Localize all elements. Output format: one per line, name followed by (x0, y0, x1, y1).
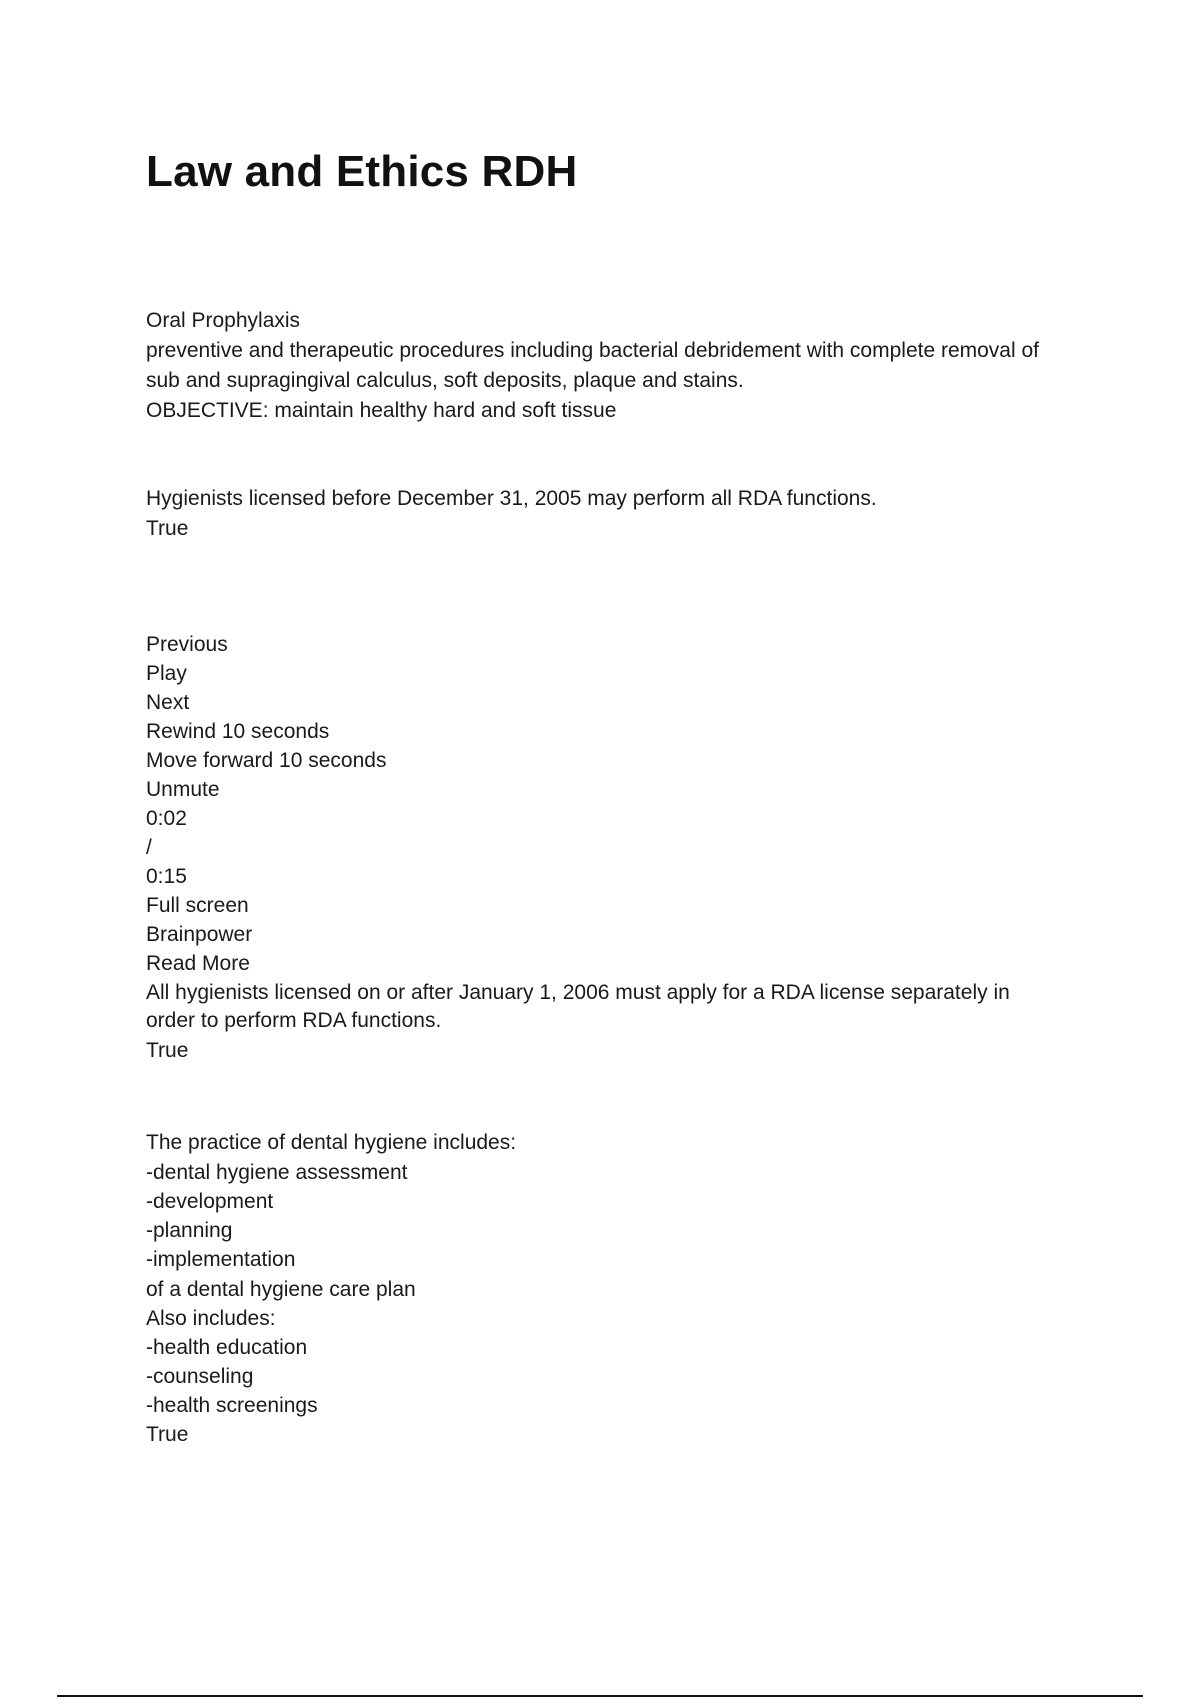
play-button[interactable]: Play (146, 662, 187, 685)
page-title: Law and Ethics RDH (146, 147, 578, 196)
care-plan-text: of a dental hygiene care plan (146, 1278, 416, 1301)
practice-intro: The practice of dental hygiene includes: (146, 1131, 517, 1154)
list-item: -development (146, 1190, 274, 1213)
list-item: -dental hygiene assessment (146, 1161, 408, 1184)
also-includes-label: Also includes: (146, 1307, 276, 1330)
list-item: -counseling (146, 1365, 254, 1388)
definition-line-1: preventive and therapeutic procedures including bacterial debridement with complete removal of (146, 339, 1040, 362)
definition-line-2: sub and supragingival calculus, soft deposits, plaque and stains. (146, 369, 744, 392)
duration: 0:15 (146, 865, 187, 888)
next-button[interactable]: Next (146, 691, 190, 714)
read-more-link[interactable]: Read More (146, 952, 250, 975)
previous-button[interactable]: Previous (146, 633, 228, 656)
statement-rda-before-2005: Hygienists licensed before December 31, 2005 may perform all RDA functions. (146, 487, 877, 510)
list-item: -planning (146, 1219, 233, 1242)
time-separator: / (146, 836, 152, 859)
list-item: -health education (146, 1336, 308, 1359)
list-item: -implementation (146, 1248, 296, 1271)
forward-button[interactable]: Move forward 10 seconds (146, 749, 387, 772)
answer-true: True (146, 1423, 189, 1446)
brainpower-link[interactable]: Brainpower (146, 923, 253, 946)
objective-text: OBJECTIVE: maintain healthy hard and soft tissue (146, 399, 617, 422)
statement-rda-after-2006-line-1: All hygienists licensed on or after January 1, 2006 must apply for a RDA license separately in (146, 981, 1010, 1004)
unmute-button[interactable]: Unmute (146, 778, 220, 801)
term-oral-prophylaxis: Oral Prophylaxis (146, 309, 301, 332)
answer-true: True (146, 517, 189, 540)
rewind-button[interactable]: Rewind 10 seconds (146, 720, 330, 743)
current-time: 0:02 (146, 807, 187, 830)
footer-divider (57, 1695, 1143, 1697)
fullscreen-button[interactable]: Full screen (146, 894, 249, 917)
answer-true: True (146, 1039, 189, 1062)
list-item: -health screenings (146, 1394, 318, 1417)
statement-rda-after-2006-line-2: order to perform RDA functions. (146, 1009, 442, 1032)
